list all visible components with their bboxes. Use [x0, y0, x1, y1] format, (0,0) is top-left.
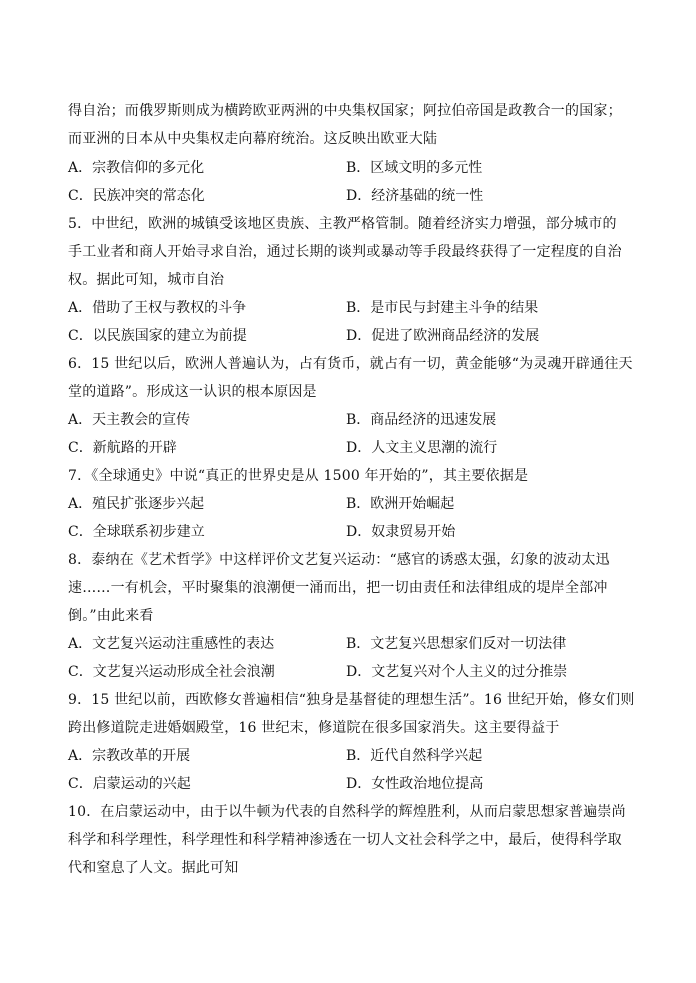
question-6-stem: 堂的道路”。形成这一认识的根本原因是 [68, 384, 317, 400]
question-8-stem: 8．泰纳在《艺术哲学》中这样评价文艺复兴运动：“感官的诱惑太强，幻象的波动太迅 [68, 552, 610, 568]
question-10-stem: 科学和科学理性，科学理性和科学精神渗透在一切人文社会科学之中，最后，使得科学取 [68, 832, 622, 848]
question-5-stem: 权。据此可知，城市自治 [68, 272, 225, 288]
q5-option-c: C．以民族国家的建立为前提 [68, 328, 247, 344]
q6-option-b: B．商品经济的迅速发展 [346, 412, 497, 428]
question-7-stem: 7．《全球通史》中说“真正的世界史是从 1500 年开始的”，其主要依据是 [68, 468, 529, 484]
q7-option-d: D．奴隶贸易开始 [346, 524, 456, 540]
q5-option-a: A．借助了王权与教权的斗争 [68, 300, 247, 316]
question-5-stem: 手工业者和商人开始寻求自治，通过长期的谈判或暴动等手段最终获得了一定程度的自治 [68, 244, 622, 260]
q6-option-a: A．天主教会的宣传 [68, 412, 191, 428]
q5-option-d: D．促进了欧洲商品经济的发展 [346, 328, 540, 344]
question-stem-line: 得自治；而俄罗斯则成为横跨欧亚两洲的中央集权国家；阿拉伯帝国是政教合一的国家； [68, 103, 622, 119]
question-10-stem: 10．在启蒙运动中，由于以牛顿为代表的自然科学的辉煌胜利，从而启蒙思想家普遍崇尚 [68, 804, 626, 820]
question-9-stem: 9．15 世纪以前，西欧修女普遍相信“独身是基督徒的理想生活”。16 世纪开始，修女们则 [68, 692, 635, 708]
question-9-stem: 跨出修道院走进婚姻殿堂，16 世纪末，修道院在很多国家消失。这主要得益于 [68, 720, 560, 736]
q8-option-b: B．文艺复兴思想家们反对一切法律 [346, 636, 567, 652]
q8-option-a: A．文艺复兴运动注重感性的表达 [68, 636, 275, 652]
q9-option-c: C．启蒙运动的兴起 [68, 776, 191, 792]
q8-option-c: C．文艺复兴运动形成全社会浪潮 [68, 664, 275, 680]
question-8-stem: 倒。”由此来看 [68, 608, 154, 624]
q8-option-d: D．文艺复兴对个人主义的过分推崇 [346, 664, 568, 680]
q7-option-b: B．欧洲开始崛起 [346, 496, 455, 512]
option-b: B．区域文明的多元性 [346, 160, 483, 176]
q9-option-d: D．女性政治地位提高 [346, 776, 484, 792]
q9-option-b: B．近代自然科学兴起 [346, 748, 483, 764]
question-6-stem: 6．15 世纪以后，欧洲人普遍认为，占有货币，就占有一切，黄金能够“为灵魂开辟通往天 [68, 356, 633, 372]
question-5-stem: 5．中世纪，欧洲的城镇受该地区贵族、主教严格管制。随着经济实力增强，部分城市的 [68, 216, 617, 232]
question-8-stem: 速……一有机会，平时聚集的浪潮便一涌而出，把一切由责任和法律组成的堤岸全部冲 [68, 580, 608, 596]
question-stem-line: 而亚洲的日本从中央集权走向幕府统治。这反映出欧亚大陆 [68, 131, 438, 147]
q6-option-d: D．人文主义思潮的流行 [346, 440, 498, 456]
q9-option-a: A．宗教改革的开展 [68, 748, 191, 764]
q7-option-a: A．殖民扩张逐步兴起 [68, 496, 205, 512]
question-10-stem: 代和窒息了人文。据此可知 [68, 860, 239, 876]
option-c: C．民族冲突的常态化 [68, 188, 205, 204]
q6-option-c: C．新航路的开辟 [68, 440, 177, 456]
option-d: D．经济基础的统一性 [346, 188, 484, 204]
option-a: A．宗教信仰的多元化 [68, 160, 205, 176]
q5-option-b: B．是市民与封建主斗争的结果 [346, 300, 539, 316]
q7-option-c: C．全球联系初步建立 [68, 524, 205, 540]
